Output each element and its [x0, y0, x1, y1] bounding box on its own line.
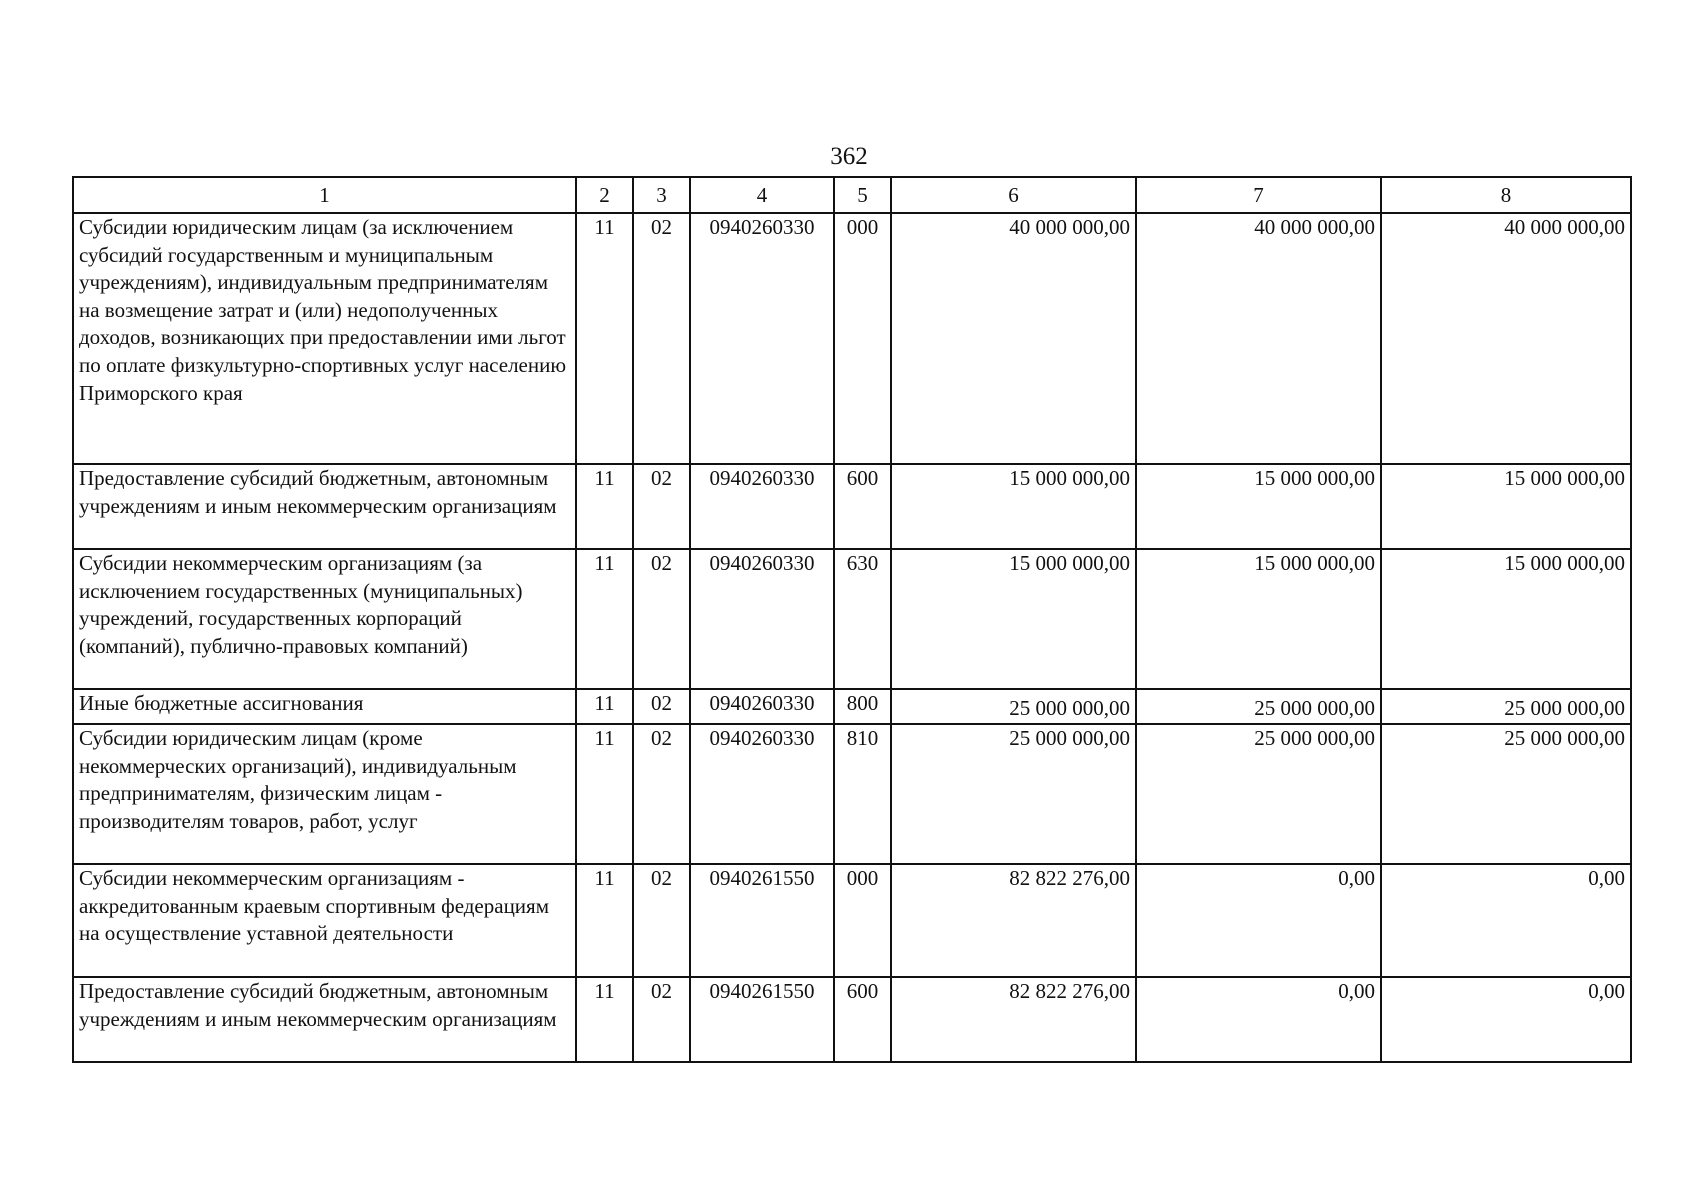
- table-row: [73, 977, 1631, 1062]
- amount-cell: [891, 213, 1136, 464]
- amount-value: 0,00: [1588, 979, 1625, 1003]
- table-row: [73, 213, 1631, 464]
- column-header: 7: [1136, 177, 1381, 213]
- section-code: 11: [576, 213, 633, 464]
- section-code: 11: [576, 689, 633, 724]
- amount-cell: [1381, 977, 1631, 1062]
- amount-value: 15 000 000,00: [1504, 466, 1625, 490]
- row-name: Предоставление субсидий бюджетным, автономным учреждениям и иным некоммерческим организациям: [73, 464, 576, 549]
- amount-value: 25 000 000,00: [1009, 696, 1130, 721]
- amount-cell: [891, 689, 1136, 724]
- row-name: Иные бюджетные ассигнования: [73, 689, 576, 724]
- target-article-code: 0940261550: [690, 864, 834, 977]
- amount-value: 15 000 000,00: [1009, 466, 1130, 490]
- section-code: 11: [576, 549, 633, 689]
- section-code: 11: [576, 977, 633, 1062]
- expense-type-code: 000: [834, 864, 891, 977]
- amount-value: 25 000 000,00: [1009, 726, 1130, 750]
- subsection-code: 02: [633, 724, 690, 864]
- amount-cell: [1136, 864, 1381, 977]
- amount-cell: [1381, 724, 1631, 864]
- amount-cell: [891, 724, 1136, 864]
- target-article-code: 0940261550: [690, 977, 834, 1062]
- subsection-code: 02: [633, 464, 690, 549]
- expense-type-code: 600: [834, 464, 891, 549]
- amount-cell: [1381, 213, 1631, 464]
- amount-cell: [1136, 689, 1381, 724]
- target-article-code: 0940260330: [690, 689, 834, 724]
- section-code: 11: [576, 864, 633, 977]
- column-header: 5: [834, 177, 891, 213]
- expense-type-code: 630: [834, 549, 891, 689]
- column-header: 1: [73, 177, 576, 213]
- amount-value: 82 822 276,00: [1009, 979, 1130, 1003]
- table-row: [73, 549, 1631, 689]
- amount-cell: [1136, 464, 1381, 549]
- amount-value: 0,00: [1588, 866, 1625, 890]
- subsection-code: 02: [633, 689, 690, 724]
- target-article-code: 0940260330: [690, 549, 834, 689]
- amount-cell: [1136, 549, 1381, 689]
- amount-value: 82 822 276,00: [1009, 866, 1130, 890]
- section-code: 11: [576, 464, 633, 549]
- column-header: 6: [891, 177, 1136, 213]
- target-article-code: 0940260330: [690, 213, 834, 464]
- subsection-code: 02: [633, 864, 690, 977]
- expense-type-code: 600: [834, 977, 891, 1062]
- row-name: Субсидии некоммерческим организациям (за исключением государственных (муниципальных) учреждений, государственных корпораций (компаний), публично-правовых компаний): [73, 549, 576, 689]
- column-header: 4: [690, 177, 834, 213]
- amount-value: 15 000 000,00: [1254, 466, 1375, 490]
- amount-cell: [1381, 549, 1631, 689]
- amount-cell: [891, 549, 1136, 689]
- amount-value: 0,00: [1338, 866, 1375, 890]
- amount-value: 40 000 000,00: [1009, 215, 1130, 239]
- amount-value: 25 000 000,00: [1254, 726, 1375, 750]
- target-article-code: 0940260330: [690, 464, 834, 549]
- expense-type-code: 000: [834, 213, 891, 464]
- amount-cell: [1381, 689, 1631, 724]
- amount-value: 15 000 000,00: [1009, 551, 1130, 575]
- amount-cell: [891, 464, 1136, 549]
- amount-value: 40 000 000,00: [1504, 215, 1625, 239]
- table-header-row: [73, 177, 1631, 213]
- amount-cell: [1136, 977, 1381, 1062]
- row-name: Предоставление субсидий бюджетным, автономным учреждениям и иным некоммерческим организациям: [73, 977, 576, 1062]
- amount-cell: [1381, 464, 1631, 549]
- amount-cell: [891, 864, 1136, 977]
- subsection-code: 02: [633, 213, 690, 464]
- amount-value: 25 000 000,00: [1254, 696, 1375, 721]
- amount-cell: [1381, 864, 1631, 977]
- row-name: Субсидии юридическим лицам (за исключением субсидий государственным и муниципальным учреждениям), индивидуальным предпринимателям на возмещение затрат и (или) недополученных доходов, возникающих при предоставлении ими льгот по оплате физкультурно-спортивных услуг населению Приморского края: [73, 213, 576, 464]
- subsection-code: 02: [633, 549, 690, 689]
- amount-cell: [1136, 724, 1381, 864]
- target-article-code: 0940260330: [690, 724, 834, 864]
- table-row: [73, 864, 1631, 977]
- subsection-code: 02: [633, 977, 690, 1062]
- amount-value: 40 000 000,00: [1254, 215, 1375, 239]
- expense-type-code: 810: [834, 724, 891, 864]
- amount-value: 15 000 000,00: [1504, 551, 1625, 575]
- section-code: 11: [576, 724, 633, 864]
- amount-cell: [891, 977, 1136, 1062]
- amount-value: 15 000 000,00: [1254, 551, 1375, 575]
- amount-cell: [1136, 213, 1381, 464]
- row-name: Субсидии юридическим лицам (кроме некоммерческих организаций), индивидуальным предпринимателям, физическим лицам - производителям товаров, работ, услуг: [73, 724, 576, 864]
- amount-value: 25 000 000,00: [1504, 726, 1625, 750]
- table-row: [73, 464, 1631, 549]
- column-header: 2: [576, 177, 633, 213]
- expense-type-code: 800: [834, 689, 891, 724]
- budget-table: [72, 176, 1632, 1063]
- amount-value: 25 000 000,00: [1504, 696, 1625, 721]
- page-number: 362: [830, 143, 868, 170]
- row-name: Субсидии некоммерческим организациям - аккредитованным краевым спортивным федерациям на осуществление уставной деятельности: [73, 864, 576, 977]
- table-row: [73, 689, 1631, 724]
- column-header: 8: [1381, 177, 1631, 213]
- amount-value: 0,00: [1338, 979, 1375, 1003]
- table-row: [73, 724, 1631, 864]
- column-header: 3: [633, 177, 690, 213]
